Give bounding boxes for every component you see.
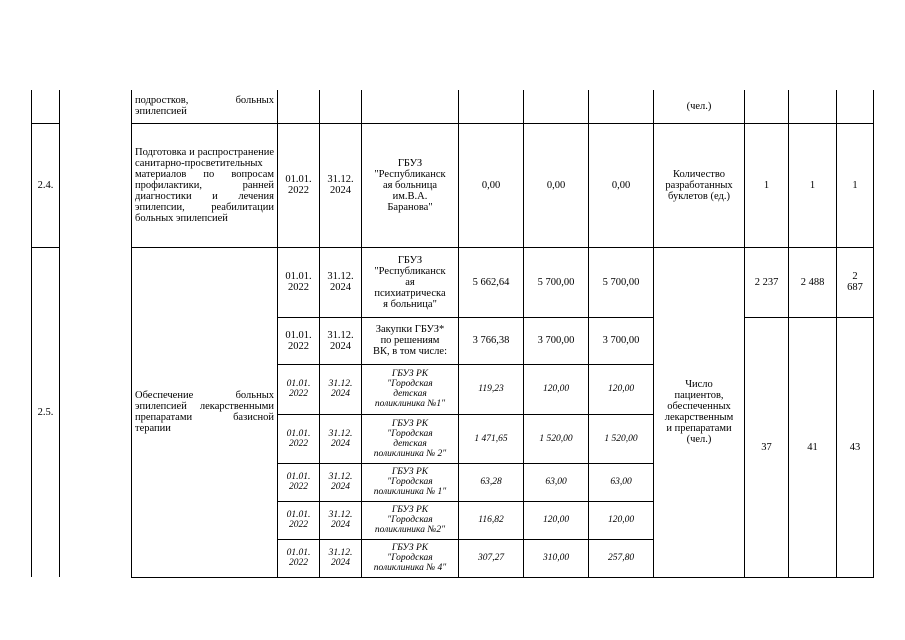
value-2022: 119,23 <box>459 364 524 414</box>
measure-name: Обеспечение больных эпилепсией лекарственными препаратами базисной терапии <box>132 247 278 577</box>
table-row <box>32 247 874 317</box>
target-2023: 41 <box>789 317 837 577</box>
indicator-name: (чел.) <box>654 90 745 123</box>
value-2023: 0,00 <box>524 123 589 247</box>
value-2022: 0,00 <box>459 123 524 247</box>
measure-name: Подготовка и распространение санитарно-просветительных материалов по вопросам профилактики, ранней диагностики и лечения эпилепсии, реабилитации больных эпилепсией <box>132 123 278 247</box>
value-2023: 3 700,00 <box>524 317 589 364</box>
blank-cell <box>60 90 132 577</box>
end-date: 31.12. 2024 <box>320 123 362 247</box>
target-2022: 1 <box>745 123 789 247</box>
indicator-name: Количество разработанных буклетов (ед.) <box>654 123 745 247</box>
end-date: 31.12. 2024 <box>320 501 362 539</box>
target-2024: 43 <box>837 317 874 577</box>
value-2022: 307,27 <box>459 539 524 577</box>
value-2022: 116,82 <box>459 501 524 539</box>
start-date: 01.01. 2022 <box>278 501 320 539</box>
num-cell <box>32 90 60 123</box>
value-2023: 1 520,00 <box>524 414 589 463</box>
value-2022 <box>459 90 524 123</box>
value-2024: 1 520,00 <box>589 414 654 463</box>
value-2023 <box>524 90 589 123</box>
end-date: 31.12. 2024 <box>320 539 362 577</box>
table-row <box>32 123 874 247</box>
executor: ГБУЗ РК "Городская детская поликлиника №1" <box>362 364 459 414</box>
value-2024: 120,00 <box>589 501 654 539</box>
value-2023: 63,00 <box>524 463 589 501</box>
start-date <box>278 90 320 123</box>
start-date: 01.01. 2022 <box>278 317 320 364</box>
executor: ГБУЗ РК "Городская поликлиника № 1" <box>362 463 459 501</box>
end-date: 31.12. 2024 <box>320 317 362 364</box>
start-date: 01.01. 2022 <box>278 123 320 247</box>
executor: ГБУЗ "Республиканск ая психиатрическа я больница" <box>362 247 459 317</box>
value-2022: 5 662,64 <box>459 247 524 317</box>
end-date: 31.12. 2024 <box>320 414 362 463</box>
indicator-name: Число пациентов, обеспеченных лекарственным и препаратами (чел.) <box>654 247 745 577</box>
value-2024: 0,00 <box>589 123 654 247</box>
value-2024 <box>589 90 654 123</box>
executor: ГБУЗ РК "Городская детская поликлиника № 2" <box>362 414 459 463</box>
executor: Закупки ГБУЗ* по решениям ВК, в том числе: <box>362 317 459 364</box>
target-2022 <box>745 90 789 123</box>
end-date <box>320 90 362 123</box>
executor: ГБУЗ РК "Городская поликлиника № 4" <box>362 539 459 577</box>
value-2022: 63,28 <box>459 463 524 501</box>
target-2023: 1 <box>789 123 837 247</box>
value-2024: 257,80 <box>589 539 654 577</box>
start-date: 01.01. 2022 <box>278 463 320 501</box>
value-2023: 120,00 <box>524 501 589 539</box>
target-2022: 37 <box>745 317 789 577</box>
executor <box>362 90 459 123</box>
target-2023: 2 488 <box>789 247 837 317</box>
executor: ГБУЗ "Республиканск ая больница им.В.А. Баранова" <box>362 123 459 247</box>
value-2024: 3 700,00 <box>589 317 654 364</box>
target-2024: 2 687 <box>837 247 874 317</box>
value-2024: 5 700,00 <box>589 247 654 317</box>
start-date: 01.01. 2022 <box>278 247 320 317</box>
value-2024: 63,00 <box>589 463 654 501</box>
table-row <box>32 90 874 123</box>
start-date: 01.01. 2022 <box>278 539 320 577</box>
executor: ГБУЗ РК "Городская поликлиника №2" <box>362 501 459 539</box>
end-date: 31.12. 2024 <box>320 247 362 317</box>
target-2023 <box>789 90 837 123</box>
start-date: 01.01. 2022 <box>278 364 320 414</box>
target-2022: 2 237 <box>745 247 789 317</box>
value-2024: 120,00 <box>589 364 654 414</box>
measure-name: подростков, больных эпилепсией <box>132 90 278 123</box>
program-table <box>31 90 874 578</box>
target-2024: 1 <box>837 123 874 247</box>
value-2022: 1 471,65 <box>459 414 524 463</box>
end-date: 31.12. 2024 <box>320 364 362 414</box>
target-2024 <box>837 90 874 123</box>
start-date: 01.01. 2022 <box>278 414 320 463</box>
value-2023: 120,00 <box>524 364 589 414</box>
value-2022: 3 766,38 <box>459 317 524 364</box>
value-2023: 310,00 <box>524 539 589 577</box>
end-date: 31.12. 2024 <box>320 463 362 501</box>
value-2023: 5 700,00 <box>524 247 589 317</box>
row-number: 2.4. <box>32 123 60 247</box>
row-number: 2.5. <box>32 247 60 577</box>
